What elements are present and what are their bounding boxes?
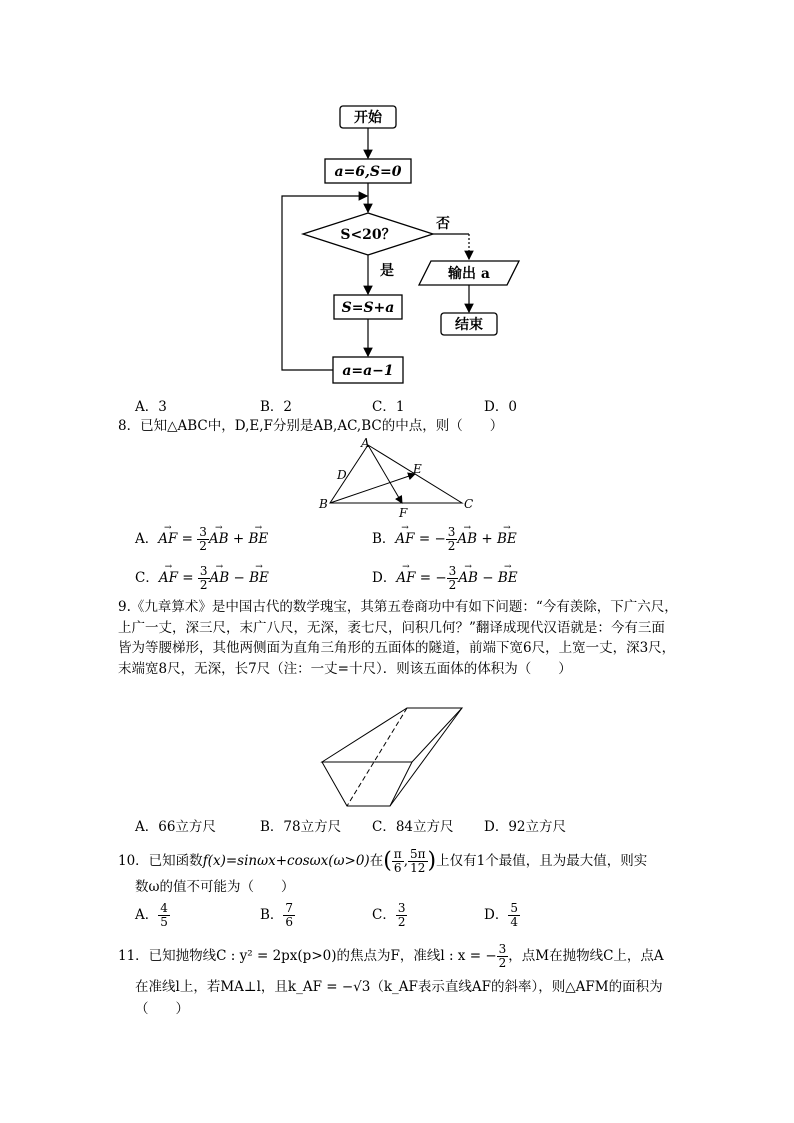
q8-label-d: D (337, 468, 347, 482)
q9-solid-figure (310, 700, 480, 815)
q11-stem-line3: （ ） (135, 1001, 189, 1017)
flow-start-text: 开始 (354, 110, 382, 126)
q7-option-c: C．1 (372, 399, 405, 415)
q8-option-a: A．→ AF = $\frac{3}{2}$ → AB + → BE (135, 526, 268, 553)
q10-stem-line1: 10．已知函数f(x)=sinωx+cosωx(ω>0)在( $\frac{\pi}{6}$ , $\frac{5\pi}{12}$ )上仅有1个最值，且为最大值，则实 (118, 847, 648, 875)
q10-option-d: D． $\frac{5}{4}$ (484, 901, 518, 929)
q8-triangle-figure (310, 435, 490, 520)
q8-stem: 8．已知△ABC中，D,E,F分别是AB,AC,BC的中点，则（ ） (118, 418, 504, 434)
q9-option-b: B．78立方尺 (260, 819, 342, 835)
q8-label-c: C (464, 497, 474, 511)
flow-update-a-text: a=a−1 (342, 363, 394, 379)
q9-option-a: A．66立方尺 (135, 819, 216, 835)
q8-label-b: B (319, 497, 328, 511)
q8-label-f: F (399, 506, 408, 520)
q7-option-a: A．3 (135, 399, 167, 415)
flow-init-text: a=6,S=0 (334, 164, 402, 180)
q9-option-c: C．84立方尺 (372, 819, 454, 835)
flow-output-text: 输出 a (448, 266, 490, 282)
q10-option-c: C． $\frac{3}{2}$ (372, 901, 406, 929)
flow-no-label: 否 (436, 216, 450, 232)
q10-stem-line2: 数ω的值不可能为（ ） (135, 879, 295, 895)
q11-stem-line2: 在准线l上，若MA⊥l，且k_AF = −√3（k_AF表示直线AF的斜率），则△AFM的面积为 (135, 979, 663, 995)
q8-label-e: E (413, 462, 422, 476)
flowchart (0, 0, 794, 400)
flow-end-text: 结束 (455, 317, 483, 333)
q10-option-b: B． $\frac{7}{6}$ (260, 901, 294, 929)
flow-condition-text: S<20？ (340, 227, 396, 243)
q7-option-b: B．2 (260, 399, 293, 415)
q9-option-d: D．92立方尺 (484, 819, 567, 835)
q8-option-c: C．→ AF = $\frac{3}{2}$ → AB − → BE (135, 565, 269, 592)
q9-stem: 9.《九章算术》是中国古代的数学瑰宝，其第五卷商功中有如下问题：“今有羡除，下广六尺，上广一丈，深三尺，末广八尺，无深，袤七尺，问积几何？”翻译成现代汉语就是：今有三面皆为等腰梯形，其他两侧面为直角三角形的五面体的隧道，前端下宽6尺，上宽一丈，深3尺，末端宽8尺，无深，长7尺（注：一丈=十尺）．则该五面体的体积为（ ） (118, 599, 678, 677)
q11-stem-line1: 11．已知抛物线C : y² = 2px(p>0)的焦点为F，准线l : x = − $\frac{3}{2}$ ，点M在抛物线C上，点A (118, 942, 664, 970)
q8-label-a: A (361, 436, 370, 450)
q8-option-b: B．→ AF = − $\frac{3}{2}$ → AB + → BE (372, 526, 517, 553)
flow-yes-label: 是 (380, 263, 394, 279)
q8-option-d: D．→ AF = − $\frac{3}{2}$ → AB − → BE (372, 565, 518, 592)
flow-update-s-text: S=S+a (341, 300, 395, 316)
q10-option-a: A． $\frac{4}{5}$ (135, 901, 168, 929)
q7-option-d: D．0 (484, 399, 517, 415)
